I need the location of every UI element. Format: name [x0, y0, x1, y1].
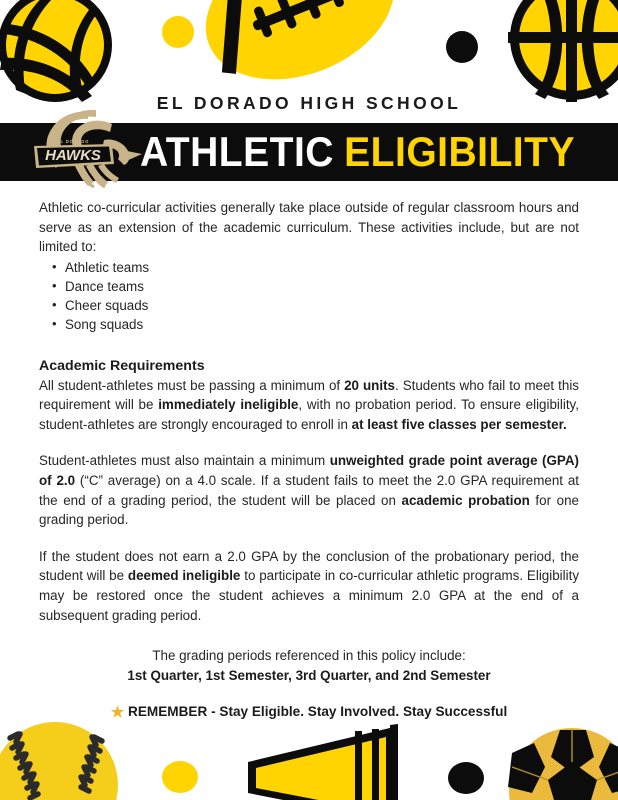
logo-subtext: EL DORADO [56, 139, 90, 144]
list-item: • Song squads [65, 315, 579, 334]
star-icon: ★ [110, 704, 125, 722]
logo-wordmark: HAWKS [45, 147, 101, 164]
black-dot [446, 31, 478, 63]
basketball-icon [508, 0, 618, 102]
black-dot [448, 762, 484, 794]
activities-list [39, 258, 579, 335]
text-run: for one grading period. [39, 492, 579, 528]
intro-paragraph: Athletic co-curricular activities generally take place outside of regular classroom hours and serve as an extension of the academic curriculum. These activities include, but are not limited to: [39, 200, 579, 255]
school-name: EL DORADO HIGH SCHOOL [156, 93, 462, 113]
list-item: • Dance teams [65, 277, 579, 296]
highlight-immediately-ineligible: immediately ineligible [158, 397, 299, 413]
hawk-mascot-logo [26, 110, 150, 188]
remember-banner [39, 702, 579, 723]
text-run: . Students who fail to meet this requirement will be [39, 377, 579, 413]
grading-periods-lead: The grading periods referenced in this policy include: [152, 648, 466, 664]
highlight-deemed-ineligible: deemed ineligible [127, 568, 241, 584]
megaphone-icon [248, 724, 398, 800]
probation-paragraph [39, 547, 579, 625]
highlight-20-units: 20 units [344, 377, 395, 393]
text-run: to participate in co-curricular athletic programs. Eligibility may be restored once the student achieves a minimum 2.0 GPA at the end of a subsequent grading period. [39, 568, 580, 623]
highlight-five-classes: at least five classes per semester. [351, 416, 567, 432]
grading-periods-list: 1st Quarter, 1st Semester, 3rd Quarter, and 2nd Semester [127, 667, 491, 683]
yellow-dot [162, 761, 198, 793]
title-athletic: ATHLETIC [140, 128, 334, 175]
text-run: Student-athletes must also maintain a minimum [39, 453, 330, 469]
text-run: If the student does not earn a 2.0 GPA by the conclusion of the probationary period, the student will be [39, 548, 579, 584]
volleyball-icon [0, 0, 112, 102]
section-heading-academic-requirements: Academic Requirements [39, 357, 205, 374]
list-item: • Cheer squads [65, 296, 579, 315]
highlight-gpa-2-0: unweighted grade point average (GPA) of 2.0 [39, 453, 579, 488]
list-item: • Athletic teams [65, 258, 579, 277]
remember-text: REMEMBER - Stay Eligible. Stay Involved. Stay Successful [128, 704, 508, 720]
football-icon [184, 0, 415, 106]
text-run: All student-athletes must be passing a minimum of [39, 377, 345, 393]
page-title [140, 122, 575, 182]
yellow-dot [162, 16, 194, 48]
academic-requirements-paragraph [39, 376, 579, 435]
text-run: (“C” average) on a 4.0 scale. If a student fails to meet the 2.0 GPA requirement at the end of a grading period, the student will be placed on [39, 472, 579, 508]
title-eligibility: ELIGIBILITY [344, 128, 575, 175]
highlight-academic-probation: academic probation [401, 492, 530, 508]
body-content [39, 198, 579, 723]
text-run: , with no probation period. To ensure eligibility, student-athletes are strongly encouraged to enroll in [39, 397, 579, 432]
softball-icon [0, 722, 118, 800]
gpa-paragraph [39, 451, 579, 529]
soccer-ball-icon [508, 728, 618, 800]
